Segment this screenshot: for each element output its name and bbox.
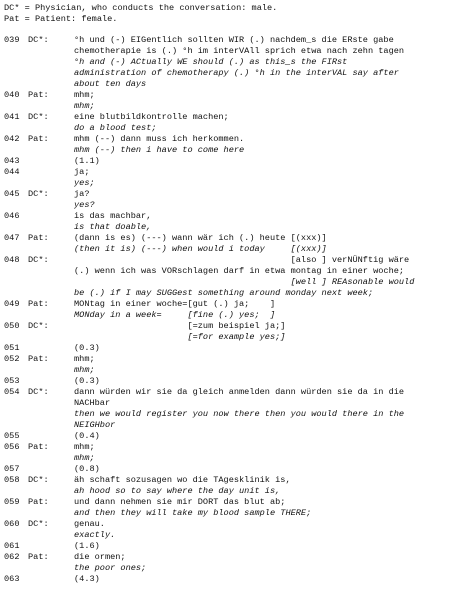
transcript-turn	[4, 376, 474, 387]
line-number: 050	[4, 321, 20, 331]
translation-line: and then they will take my blood sample THERE;	[74, 508, 312, 518]
original-line: mhm;	[74, 90, 95, 100]
line-number: 062	[4, 552, 20, 562]
translation-line: be (.) if I may SUGGest something around monday next week;	[74, 288, 374, 298]
speaker-label: DC*:	[28, 255, 49, 265]
speaker-label: DC*:	[28, 519, 49, 529]
original-line: mhm;	[74, 354, 95, 364]
original-line: is das machbar,	[74, 211, 152, 221]
original-line: °h und (-) EIGentlich sollten WIR (.) nachdem_s die ERste gabe	[74, 35, 394, 45]
transcript-turn	[4, 167, 474, 189]
speaker-label: Pat:	[28, 134, 49, 144]
speaker-label: Pat:	[28, 233, 49, 243]
transcript-turn	[4, 299, 474, 321]
original-line: (1.6)	[74, 541, 100, 551]
transcript-turn	[4, 343, 474, 354]
translation-line: yes?	[74, 200, 95, 210]
translation-line: °h and (-) ACtually WE should (.) as this_s the FIRst	[74, 57, 348, 67]
transcript-turn	[4, 134, 474, 156]
legend	[4, 3, 474, 25]
speaker-label	[28, 156, 74, 167]
utterance	[74, 387, 474, 431]
original-line: mhm (--) dann muss ich herkommen.	[74, 134, 245, 144]
original-line: und dann nehmen sie mir DORT das blut ab;	[74, 497, 286, 507]
line-number: 048	[4, 255, 20, 265]
transcript-turn	[4, 255, 474, 299]
line-number: 058	[4, 475, 20, 485]
original-line: NACHbar	[74, 398, 111, 408]
speaker-label: DC*:	[28, 387, 49, 397]
utterance	[74, 211, 474, 233]
transcript-turn	[4, 211, 474, 233]
speaker-label: Pat:	[28, 552, 49, 562]
translation-line: about ten days	[74, 79, 147, 89]
utterance	[74, 233, 474, 255]
transcript-turns	[4, 35, 474, 585]
original-line: ja?	[74, 189, 90, 199]
utterance	[74, 167, 474, 189]
original-line: (0.8)	[74, 464, 100, 474]
line-number: 051	[4, 343, 20, 353]
utterance	[74, 475, 474, 497]
line-number: 063	[4, 574, 20, 584]
utterance	[74, 354, 474, 376]
line-number: 039	[4, 35, 20, 45]
transcript-turn	[4, 112, 474, 134]
translation-line: exactly.	[74, 530, 116, 540]
utterance	[74, 552, 474, 574]
translation-line: administration of chemotherapy (.) °h in the interVAL say after	[74, 68, 399, 78]
utterance	[74, 321, 474, 343]
line-number: 040	[4, 90, 20, 100]
transcript-turn	[4, 519, 474, 541]
translation-line: then we would register you now there then you would there in the	[74, 409, 405, 419]
translation-line: NEIGHbor	[74, 420, 116, 430]
translation-line: the poor ones;	[74, 563, 147, 573]
utterance	[74, 299, 474, 321]
speaker-label	[28, 211, 74, 222]
line-number: 047	[4, 233, 20, 243]
translation-line: mhm;	[74, 365, 95, 375]
translation-line: do a blood test;	[74, 123, 157, 133]
speaker-label	[28, 464, 74, 475]
line-number: 060	[4, 519, 20, 529]
legend-spacer	[4, 25, 474, 35]
original-line: [also ] verNÜNftig wäre	[74, 255, 410, 265]
original-line: MONtag in einer woche=[gut (.) ja; ]	[74, 299, 276, 309]
transcript-turn	[4, 156, 474, 167]
transcript-turn	[4, 354, 474, 376]
utterance	[74, 112, 474, 134]
utterance	[74, 35, 474, 90]
speaker-label	[28, 376, 74, 387]
transcript-turn	[4, 552, 474, 574]
transcript-turn	[4, 497, 474, 519]
translation-line: ah hood so to say where the day unit is,	[74, 486, 281, 496]
original-line: (4.3)	[74, 574, 100, 584]
line-number: 042	[4, 134, 20, 144]
utterance	[74, 431, 474, 442]
translation-line: (then it is) (---) when would i today [(xxx)]	[74, 244, 327, 254]
speaker-label: DC*:	[28, 189, 49, 199]
translation-line: mhm (--) then i have to come here	[74, 145, 245, 155]
speaker-label: DC*:	[28, 321, 49, 331]
line-number: 059	[4, 497, 20, 507]
line-number: 052	[4, 354, 20, 364]
original-line: (0.4)	[74, 431, 100, 441]
original-line: äh schaft sozusagen wo die TAgesklinik is,	[74, 475, 291, 485]
transcript-turn	[4, 574, 474, 585]
translation-line: mhm;	[74, 453, 95, 463]
utterance	[74, 255, 474, 299]
utterance	[74, 343, 474, 354]
transcript-turn	[4, 35, 474, 90]
transcript-turn	[4, 189, 474, 211]
speaker-label	[28, 167, 74, 178]
translation-line: [=for example yes;]	[74, 332, 286, 342]
original-line: (.) wenn ich was VORschlagen darf in etwa montag in einer woche;	[74, 266, 405, 276]
speaker-label: Pat:	[28, 442, 49, 452]
line-number: 049	[4, 299, 20, 309]
translation-line: yes;	[74, 178, 95, 188]
speaker-label: DC*:	[28, 112, 49, 122]
original-line: chemotherapie is (.) °h im interVAll sprich etwa nach zehn tagen	[74, 46, 405, 56]
legend-physician: DC* = Physician, who conducts the conversation: male.	[4, 3, 278, 13]
original-line: (1.1)	[74, 156, 100, 166]
utterance	[74, 90, 474, 112]
line-number: 045	[4, 189, 20, 199]
transcript-turn	[4, 321, 474, 343]
line-number: 046	[4, 211, 20, 221]
transcript-turn	[4, 541, 474, 552]
speaker-label	[28, 343, 74, 354]
speaker-label: DC*:	[28, 475, 49, 485]
line-number: 056	[4, 442, 20, 452]
original-line: mhm;	[74, 442, 95, 452]
line-number: 044	[4, 167, 20, 177]
speaker-label: Pat:	[28, 299, 49, 309]
utterance	[74, 442, 474, 464]
speaker-label	[28, 574, 74, 585]
original-line: genau.	[74, 519, 105, 529]
line-number: 041	[4, 112, 20, 122]
utterance	[74, 464, 474, 475]
line-number: 061	[4, 541, 20, 551]
original-line: ja;	[74, 167, 90, 177]
translation-line: is that doable,	[74, 222, 152, 232]
transcript-turn	[4, 442, 474, 464]
transcript-turn	[4, 387, 474, 431]
original-line: die ormen;	[74, 552, 126, 562]
line-number: 043	[4, 156, 20, 166]
utterance	[74, 574, 474, 585]
original-line: (0.3)	[74, 376, 100, 386]
translation-line: mhm;	[74, 101, 95, 111]
line-number: 054	[4, 387, 20, 397]
original-line: (dann is es) (---) wann wär ich (.) heute [(xxx)]	[74, 233, 327, 243]
transcript-turn	[4, 233, 474, 255]
translation-line: [well ] REAsonable would	[74, 277, 415, 287]
utterance	[74, 541, 474, 552]
utterance	[74, 134, 474, 156]
transcript-turn	[4, 464, 474, 475]
utterance	[74, 519, 474, 541]
utterance	[74, 189, 474, 211]
speaker-label	[28, 431, 74, 442]
utterance	[74, 497, 474, 519]
transcript-turn	[4, 90, 474, 112]
original-line: eine blutbildkontrolle machen;	[74, 112, 229, 122]
translation-line: MONday in a week= [fine (.) yes; ]	[74, 310, 276, 320]
speaker-label: DC*:	[28, 35, 49, 45]
original-line: (0.3)	[74, 343, 100, 353]
transcript-turn	[4, 475, 474, 497]
line-number: 055	[4, 431, 20, 441]
transcript-turn	[4, 431, 474, 442]
original-line: [=zum beispiel ja;]	[74, 321, 286, 331]
speaker-label	[28, 541, 74, 552]
line-number: 057	[4, 464, 20, 474]
utterance	[74, 156, 474, 167]
original-line: dann würden wir sie da gleich anmelden dann würden sie da in die	[74, 387, 405, 397]
speaker-label: Pat:	[28, 354, 49, 364]
speaker-label: Pat:	[28, 90, 49, 100]
line-number: 053	[4, 376, 20, 386]
utterance	[74, 376, 474, 387]
speaker-label: Pat:	[28, 497, 49, 507]
legend-patient: Pat = Patient: female.	[4, 14, 118, 24]
